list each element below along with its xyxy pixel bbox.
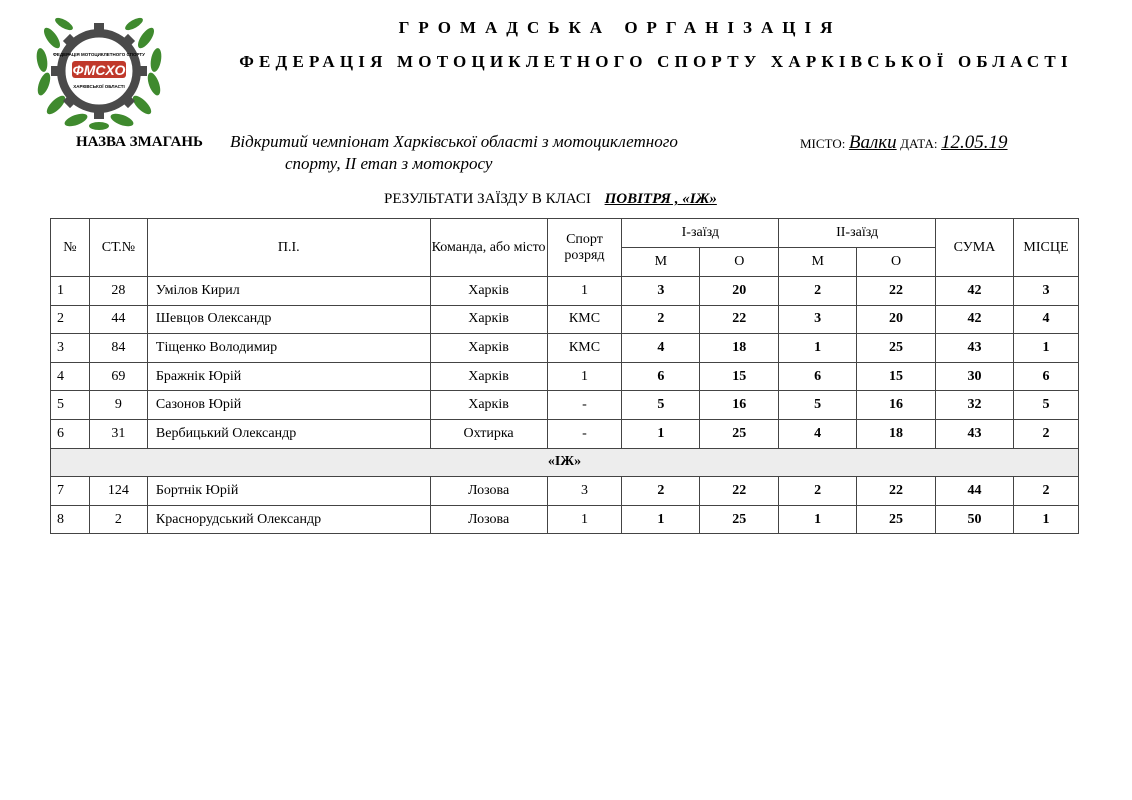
cell-place: 1 xyxy=(1013,505,1078,534)
results-title-text: РЕЗУЛЬТАТИ ЗАЇЗДУ В КЛАСІ xyxy=(384,191,591,207)
cell-st: 84 xyxy=(89,334,147,363)
cell-o1: 16 xyxy=(700,391,779,420)
cell-o2: 15 xyxy=(857,362,936,391)
cell-st: 9 xyxy=(89,391,147,420)
cell-sum: 44 xyxy=(936,477,1014,506)
competition-name-line1: Відкритий чемпіонат Харківської області з мотоциклетного xyxy=(230,132,678,151)
cell-o2: 25 xyxy=(857,505,936,534)
city-label: МІСТО: xyxy=(800,136,846,151)
cell-rank: - xyxy=(547,391,622,420)
cell-m1: 2 xyxy=(622,305,700,334)
cell-place: 4 xyxy=(1013,305,1078,334)
cell-m2: 1 xyxy=(779,505,857,534)
cell-place: 6 xyxy=(1013,362,1078,391)
cell-o2: 16 xyxy=(857,391,936,420)
cell-team: Харків xyxy=(430,305,547,334)
cell-m2: 5 xyxy=(779,391,857,420)
cell-o1: 18 xyxy=(700,334,779,363)
cell-rank: КМС xyxy=(547,305,622,334)
table-row xyxy=(51,277,1079,306)
cell-name: Бортнік Юрій xyxy=(147,477,430,506)
logo-text-top: ФЕДЕРАЦІЯ МОТОЦИКЛЕТНОГО СПОРТУ xyxy=(53,52,145,57)
cell-sum: 32 xyxy=(936,391,1014,420)
date-label: ДАТА: xyxy=(900,136,938,151)
cell-o2: 22 xyxy=(857,277,936,306)
cell-num: 4 xyxy=(51,362,90,391)
cell-st: 31 xyxy=(89,419,147,448)
cell-rank: 3 xyxy=(547,477,622,506)
cell-st: 28 xyxy=(89,277,147,306)
cell-o1: 22 xyxy=(700,305,779,334)
cell-name: Бражнік Юрій xyxy=(147,362,430,391)
org-title-line2: ФЕДЕРАЦІЯ МОТОЦИКЛЕТНОГО СПОРТУ ХАРКІВСЬКОЇ ОБЛАСТІ xyxy=(239,52,1073,71)
header-sum: СУМА xyxy=(936,219,1014,277)
header-start-num: СТ.№ xyxy=(89,219,147,277)
cell-name: Сазонов Юрій xyxy=(147,391,430,420)
cell-place: 5 xyxy=(1013,391,1078,420)
section-label: «ІЖ» xyxy=(51,448,1079,477)
cell-o1: 25 xyxy=(700,419,779,448)
cell-team: Харків xyxy=(430,362,547,391)
date-value: 12.05.19 xyxy=(941,132,1008,153)
cell-place: 1 xyxy=(1013,334,1078,363)
cell-m1: 4 xyxy=(622,334,700,363)
city-value: Валки xyxy=(848,132,897,153)
cell-place: 2 xyxy=(1013,477,1078,506)
cell-st: 69 xyxy=(89,362,147,391)
cell-name: Краснорудський Олександр xyxy=(147,505,430,534)
cell-num: 5 xyxy=(51,391,90,420)
cell-st: 44 xyxy=(89,305,147,334)
header-team: Команда, або місто xyxy=(430,219,547,277)
cell-name: Умілов Кирил xyxy=(147,277,430,306)
results-table xyxy=(50,218,1079,534)
logo-text-bottom: ХАРКІВСЬКОЇ ОБЛАСТІ xyxy=(73,84,125,89)
header-race1: І-заїзд xyxy=(622,219,779,248)
logo-text-main: ФМСХО xyxy=(72,62,126,78)
cell-rank: - xyxy=(547,419,622,448)
cell-o2: 22 xyxy=(857,477,936,506)
header-place: МІСЦЕ xyxy=(1013,219,1078,277)
cell-sum: 43 xyxy=(936,334,1014,363)
org-title-line1: ГРОМАДСЬКА ОРГАНІЗАЦІЯ xyxy=(398,18,842,37)
cell-m2: 3 xyxy=(779,305,857,334)
cell-o1: 20 xyxy=(700,277,779,306)
cell-sum: 42 xyxy=(936,277,1014,306)
header-rank: Спорт розряд xyxy=(547,219,622,277)
cell-o1: 15 xyxy=(700,362,779,391)
table-row xyxy=(51,505,1079,534)
cell-rank: 1 xyxy=(547,505,622,534)
cell-sum: 43 xyxy=(936,419,1014,448)
cell-team: Харків xyxy=(430,391,547,420)
cell-m1: 3 xyxy=(622,277,700,306)
cell-name: Шевцов Олександр xyxy=(147,305,430,334)
cell-name: Тіщенко Володимир xyxy=(147,334,430,363)
cell-m1: 1 xyxy=(622,419,700,448)
cell-name: Вербицький Олександр xyxy=(147,419,430,448)
table-row xyxy=(51,305,1079,334)
header-name: П.І. xyxy=(147,219,430,277)
cell-m1: 2 xyxy=(622,477,700,506)
results-title xyxy=(384,191,717,208)
cell-m1: 1 xyxy=(622,505,700,534)
cell-rank: 1 xyxy=(547,362,622,391)
results-group-1 xyxy=(51,277,1079,449)
table-row xyxy=(51,477,1079,506)
cell-o2: 18 xyxy=(857,419,936,448)
cell-o2: 20 xyxy=(857,305,936,334)
table-row xyxy=(51,419,1079,448)
cell-o1: 22 xyxy=(700,477,779,506)
header-race1-o: О xyxy=(700,248,779,277)
cell-num: 1 xyxy=(51,277,90,306)
cell-team: Лозова xyxy=(430,477,547,506)
cell-sum: 42 xyxy=(936,305,1014,334)
class-name: ПОВІТРЯ , «ІЖ» xyxy=(604,191,717,207)
cell-m2: 1 xyxy=(779,334,857,363)
header-race1-m: М xyxy=(622,248,700,277)
cell-num: 6 xyxy=(51,419,90,448)
results-section xyxy=(51,448,1079,477)
table-row xyxy=(51,362,1079,391)
header-race2-o: О xyxy=(857,248,936,277)
cell-m1: 5 xyxy=(622,391,700,420)
cell-m1: 6 xyxy=(622,362,700,391)
cell-team: Харків xyxy=(430,334,547,363)
competition-name xyxy=(230,131,750,175)
federation-logo xyxy=(30,8,168,134)
cell-o2: 25 xyxy=(857,334,936,363)
cell-team: Харків xyxy=(430,277,547,306)
table-row xyxy=(51,334,1079,363)
table-row xyxy=(51,391,1079,420)
results-group-2 xyxy=(51,477,1079,534)
cell-place: 3 xyxy=(1013,277,1078,306)
cell-st: 124 xyxy=(89,477,147,506)
cell-place: 2 xyxy=(1013,419,1078,448)
header-race2: ІІ-заїзд xyxy=(779,219,936,248)
cell-m2: 6 xyxy=(779,362,857,391)
cell-m2: 2 xyxy=(779,477,857,506)
cell-sum: 50 xyxy=(936,505,1014,534)
cell-team: Лозова xyxy=(430,505,547,534)
cell-sum: 30 xyxy=(936,362,1014,391)
competition-label: НАЗВА ЗМАГАНЬ xyxy=(76,134,203,150)
cell-m2: 4 xyxy=(779,419,857,448)
cell-team: Охтирка xyxy=(430,419,547,448)
cell-rank: КМС xyxy=(547,334,622,363)
cell-num: 7 xyxy=(51,477,90,506)
cell-rank: 1 xyxy=(547,277,622,306)
competition-name-line2: спорту, ІІ етап з мотокросу xyxy=(285,154,493,173)
cell-m2: 2 xyxy=(779,277,857,306)
header-race2-m: М xyxy=(779,248,857,277)
header-num: № xyxy=(51,219,90,277)
cell-num: 2 xyxy=(51,305,90,334)
cell-st: 2 xyxy=(89,505,147,534)
cell-num: 8 xyxy=(51,505,90,534)
place-date xyxy=(800,132,1008,154)
cell-o1: 25 xyxy=(700,505,779,534)
cell-num: 3 xyxy=(51,334,90,363)
